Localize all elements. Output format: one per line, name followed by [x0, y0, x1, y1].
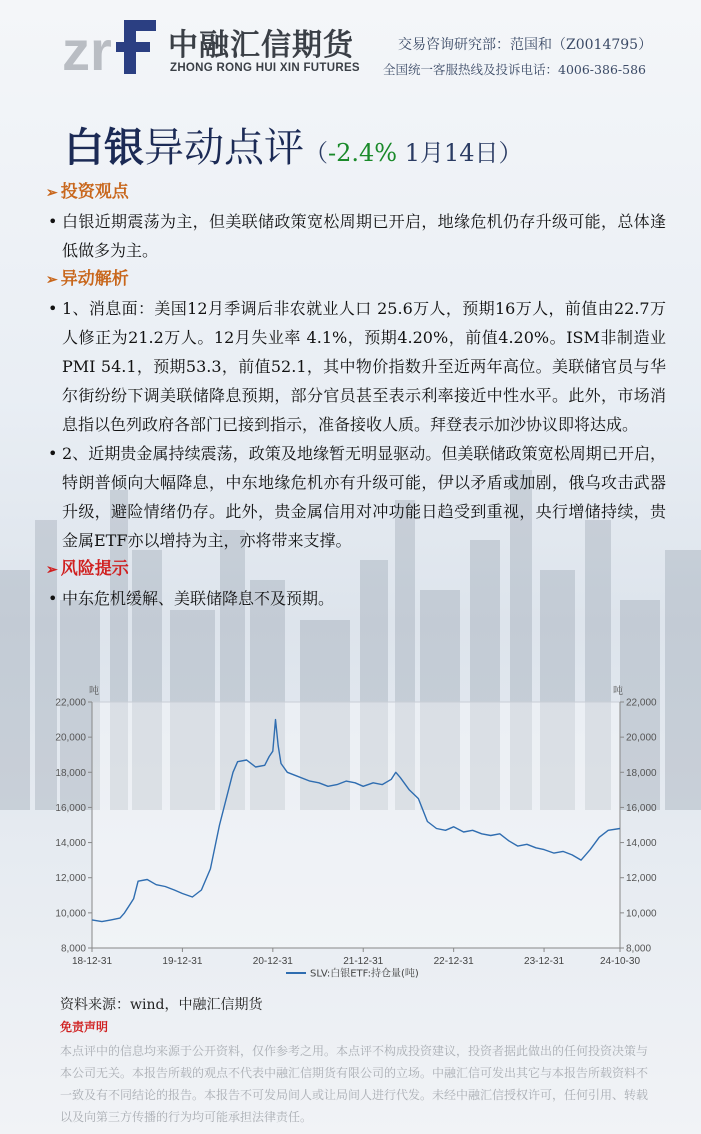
y-tick-label-right: 22,000	[626, 697, 657, 709]
section-heading-view: ➢ 投资观点	[46, 182, 129, 202]
unit-label-left: 吨	[89, 686, 99, 697]
analyst-contact: 交易咨询研究部：范国和（Z0014795）	[398, 37, 653, 53]
title-paren: （	[304, 139, 328, 167]
y-tick-label-right: 10,000	[626, 908, 657, 920]
analysis-paragraph-2: • 2、近期贵金属持续震荡，政策及地缘暂无明显驱动。但美联储政策宽松周期已开启，特朗普倾向大幅降息，中东地缘危机亦有升级可能，伊以矛盾或加剧，俄乌攻击武器升级，避险情绪仍存。此外，贵金属信用对冲功能日趋受到重视，央行增储持续，贵金属ETF亦以增持为主，亦将带来支撑。	[46, 439, 666, 555]
x-tick-label: 24-10-30	[599, 956, 641, 967]
title-date: 1月14日）	[397, 139, 523, 167]
y-tick-label-left: 10,000	[55, 908, 86, 920]
x-tick-label: 18-12-31	[71, 956, 113, 967]
logo-text-cn: 中融汇信期货	[168, 28, 354, 63]
y-tick-label-left: 22,000	[55, 697, 86, 709]
y-tick-label-left: 20,000	[55, 732, 86, 744]
report-body	[46, 178, 666, 613]
view-text: • 白银近期震荡为主，但美联储政策宽松周期已开启，地缘危机仍存升级可能，总体逢低做多为主。	[46, 207, 666, 265]
x-tick-label: 21-12-31	[343, 956, 384, 967]
y-tick-label-left: 16,000	[55, 802, 86, 814]
chevron-right-icon: ➢	[46, 272, 58, 288]
section-heading-risk: ➢ 风险提示	[46, 559, 129, 579]
y-tick-label-right: 14,000	[626, 838, 657, 850]
chevron-right-icon: ➢	[46, 562, 58, 578]
title-commodity: 白银	[64, 124, 144, 171]
chevron-right-icon: ➢	[46, 185, 58, 201]
hotline-contact: 全国统一客服热线及投诉电话：4006-386-586	[383, 62, 646, 77]
y-tick-label-right: 8,000	[626, 943, 652, 955]
silver-etf-holdings-chart	[46, 680, 666, 990]
page-title	[64, 116, 523, 173]
x-tick-label: 20-12-31	[252, 956, 293, 967]
y-tick-label-left: 12,000	[55, 873, 86, 885]
analysis-paragraph-1: • 1、消息面：美国12月季调后非农就业人口 25.6万人，预期16万人，前值由22.7万人修正为21.2万人。12月失业率 4.1%，预期4.20%，前值4.20%。ISM非制造业PMI 54.1，预期53.3，前值52.1，其中物价指数升至近两年高位。美联储官员与华尔街纷纷下调美联储降息预期，部分官员甚至表示利率接近中性水平。此外，市场消息指以色列政府各部门已接到指示，准备接收人质。拜登表示加沙协议即将达成。	[46, 294, 666, 439]
data-source: 资料来源：wind，中融汇信期货	[60, 997, 263, 1013]
title-topic: 异动点评	[144, 125, 304, 171]
x-tick-label: 22-12-31	[433, 956, 474, 967]
y-tick-label-right: 16,000	[626, 802, 657, 814]
y-tick-label-right: 18,000	[626, 767, 657, 779]
y-tick-label-left: 14,000	[55, 838, 86, 850]
disclaimer-title: 免责声明	[60, 1020, 109, 1034]
y-tick-label-right: 12,000	[626, 873, 657, 885]
unit-label-right: 吨	[613, 686, 623, 697]
plot-area	[92, 702, 620, 948]
header	[0, 0, 701, 100]
y-tick-label-right: 20,000	[626, 732, 657, 744]
x-tick-label: 23-12-31	[524, 956, 565, 967]
company-logo-icon	[62, 14, 162, 78]
title-change: -2.4%	[328, 139, 398, 167]
x-tick-label: 19-12-31	[162, 956, 203, 967]
legend-label: SLV:白银ETF:持仓量(吨)	[310, 968, 419, 980]
risk-text: • 中东危机缓解、美联储降息不及预期。	[46, 584, 666, 613]
disclaimer-text: 本点评中的信息均来源于公开资料，仅作参考之用。本点评不构成投资建议，投资者据此做出的任何投资决策与本公司无关。本报告所载的观点不代表中融汇信期货有限公司的立场。中融汇信可发出其它与本报告所载资料不一致及有不同结论的报告。本报告不可发局间人或让局间人进行代发。未经中融汇信授权许可，任何引用、转载以及向第三方传播的行为均可能承担法律责任。	[60, 1044, 649, 1124]
y-tick-label-left: 18,000	[55, 767, 86, 779]
y-tick-label-left: 8,000	[60, 943, 86, 955]
svg-text:zr: zr	[62, 19, 112, 78]
section-heading-analysis: ➢ 异动解析	[46, 269, 129, 289]
logo-text-en: ZHONG RONG HUI XIN FUTURES	[170, 62, 360, 74]
